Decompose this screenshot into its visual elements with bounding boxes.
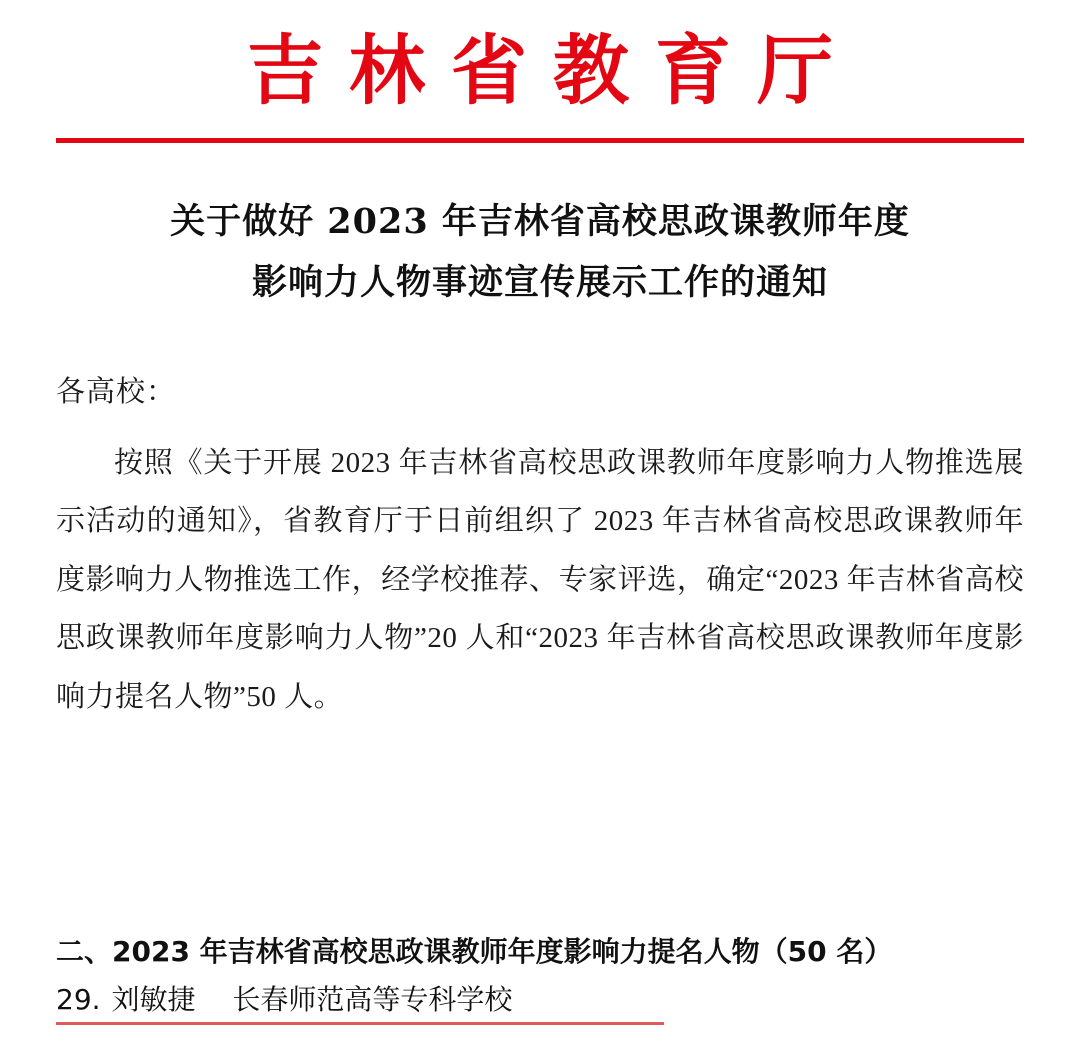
masthead-red-rule (56, 138, 1024, 143)
page-title-line-1: 关于做好 2023 年吉林省高校思政课教师年度 (170, 200, 910, 242)
salutation: 各高校： (56, 376, 177, 409)
section-heading-nominees: 二、2023 年吉林省高校思政课教师年度影响力提名人物（50 名） (56, 935, 893, 968)
masthead (56, 0, 1024, 143)
page-title (56, 191, 1024, 314)
nominee-affiliation: 长春师范高等专科学校 (232, 983, 513, 1016)
body-paragraph-1: 按照《关于开展 2023 年吉林省高校思政课教师年度影响力人物推选展示活动的通知》，省教育厅于日前组织了 2023 年吉林省高校思政课教师年度影响力人物推选工作，经学校推荐、专家评选，确定“2023 年吉林省高校思政课教师年度影响力人物”20 人和“2023 年吉林省高校思政课教师年度影响力提名人物”50 人。 (56, 446, 1024, 713)
nominee-list-item (56, 978, 512, 1018)
nominee-number: 29. (56, 983, 101, 1016)
highlight-underline (56, 1022, 664, 1025)
nominee-name: 刘敏捷 (111, 983, 196, 1016)
issuing-organization-title: 吉林省教育厅 (247, 26, 859, 115)
page-title-line-2: 影响力人物事迹宣传展示工作的通知 (251, 261, 828, 303)
